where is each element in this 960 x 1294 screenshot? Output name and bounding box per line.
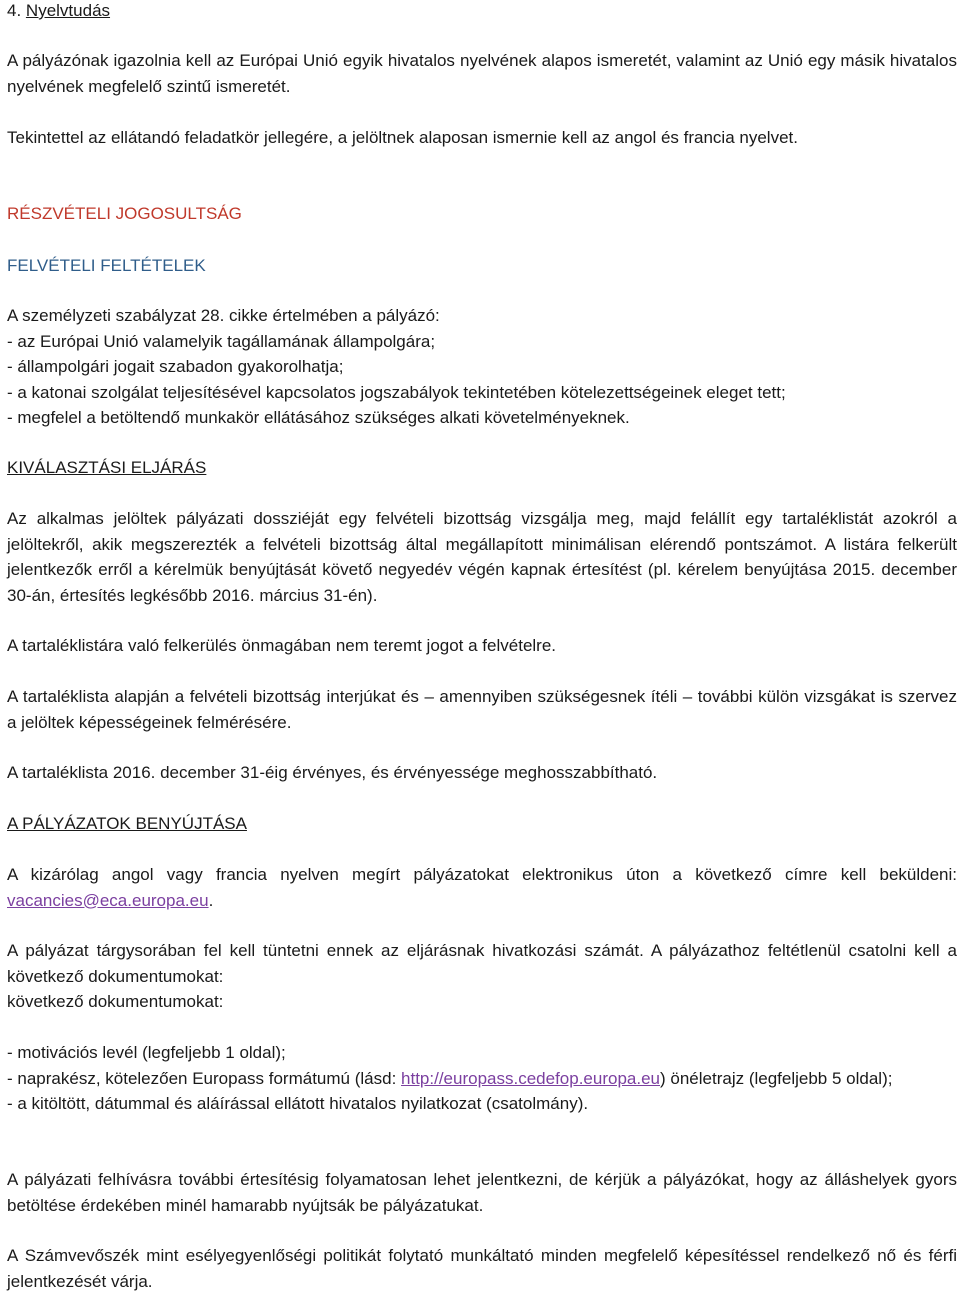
paragraph-selection-committee: Az alkalmas jelöltek pályázati dossziéját egy felvételi bizottság vizsgálja meg, majd felállít egy tartaléklistát azokról a jelöltekről, akik megszerezték a felvételi bizottság által megállapított minimálisan elérendő pontszámot. A listára felkerült jelentkezők erről a kérelmük benyújtását követő negyedév végén kapnak értesítést (pl. kérelem benyújtása 2015. december 30-án, értesítés legkésőbb 2016. március 31-én). xyxy=(7,509,957,605)
conditions-item: - állampolgári jogait szabadon gyakorolhatja; xyxy=(7,357,344,376)
paragraph-submission-email xyxy=(7,862,957,913)
heading-eligibility: RÉSZVÉTELI JOGOSULTSÁG xyxy=(7,204,242,223)
submission-text: A kizárólag angol vagy francia nyelven megírt pályázatokat elektronikus úton a következő címre kell beküldeni: xyxy=(7,865,957,884)
conditions-item: - a katonai szolgálat teljesítésével kapcsolatos jogszabályok tekintetében kötelezettségeinek eleget tett; xyxy=(7,382,786,402)
documents-item xyxy=(7,1066,957,1092)
conditions-item: - megfelel a betöltendő munkakör ellátásához szükséges alkati követelményeknek. xyxy=(7,408,630,427)
submission-period: . xyxy=(208,890,214,910)
paragraph-language-english-french: Tekintettel az ellátandó feladatkör jellegére, a jelöltnek alaposan ismernie kell az angol és francia nyelvet. xyxy=(7,128,798,147)
heading-language-skills xyxy=(7,0,957,24)
heading-admission-conditions: FELVÉTELI FELTÉTELEK xyxy=(7,256,206,275)
documents-item-cv-after: ) önéletrajz (legfeljebb 5 oldal); xyxy=(660,1068,893,1088)
paragraph-open-call: A pályázati felhívásra további értesítésig folyamatosan lehet jelentkezni, de kérjük a pályázókat, hogy az álláshelyek gyors betöltése érdekében minél hamarabb nyújtsák be pályázatukat. xyxy=(7,1170,957,1215)
heading-title: Nyelvtudás xyxy=(25,1,111,20)
paragraph-reserve-list-validity: A tartaléklista 2016. december 31-éig érvényes, és érvényessége meghosszabbítható. xyxy=(7,763,658,782)
heading-submission: A PÁLYÁZATOK BENYÚJTÁSA xyxy=(7,814,247,833)
conditions-list xyxy=(7,303,957,431)
subject-line-text: A pályázat tárgysorában fel kell tüntetni ennek az eljárásnak hivatkozási számát. A pályázathoz feltétlenül csatolni kell a következő dokumentumokat: xyxy=(7,941,957,986)
paragraph-interviews: A tartaléklista alapján a felvételi bizottság interjúkat és – amennyiben szükségesnek ítéli – további külön vizsgákat is szervez a jelöltek képességeinek felmérésére. xyxy=(7,687,957,732)
conditions-intro: A személyzeti szabályzat 28. cikke értelmében a pályázó: xyxy=(7,306,440,325)
europass-link[interactable]: http://europass.cedefop.europa.eu xyxy=(401,1068,660,1088)
documents-list xyxy=(7,1040,957,1117)
heading-number: 4. xyxy=(7,1,22,20)
email-link[interactable]: vacancies@eca.europa.eu xyxy=(7,890,209,910)
conditions-item: - az Európai Unió valamelyik tagállamának állampolgára; xyxy=(7,331,436,351)
paragraph-reserve-list-no-right: A tartaléklistára való felkerülés önmagában nem teremt jogot a felvételre. xyxy=(7,636,557,655)
paragraph-equal-opportunities: A Számvevőszék mint esélyegyenlőségi politikát folytató munkáltató minden megfelelő képesítéssel rendelkező nő és férfi jelentkezését várja. xyxy=(7,1246,957,1291)
heading-selection-procedure: KIVÁLASZTÁSI ELJÁRÁS xyxy=(7,458,207,477)
paragraph-language-requirement: A pályázónak igazolnia kell az Európai Unió egyik hivatalos nyelvének alapos ismeretét, valamint az Unió egy másik hivatalos nyelvének megfelelő szintű ismeretét. xyxy=(7,51,957,96)
documents-item: - motivációs levél (legfeljebb 1 oldal); xyxy=(7,1043,286,1062)
documents-item: - a kitöltött, dátummal és aláírással ellátott hivatalos nyilatkozat (csatolmány). xyxy=(7,1094,589,1113)
subject-line-repeat: következő dokumentumokat: xyxy=(7,992,224,1011)
documents-item-cv-before: - naprakész, kötelezően Europass formátumú (lásd: xyxy=(7,1068,402,1088)
paragraph-subject-line xyxy=(7,938,957,1015)
